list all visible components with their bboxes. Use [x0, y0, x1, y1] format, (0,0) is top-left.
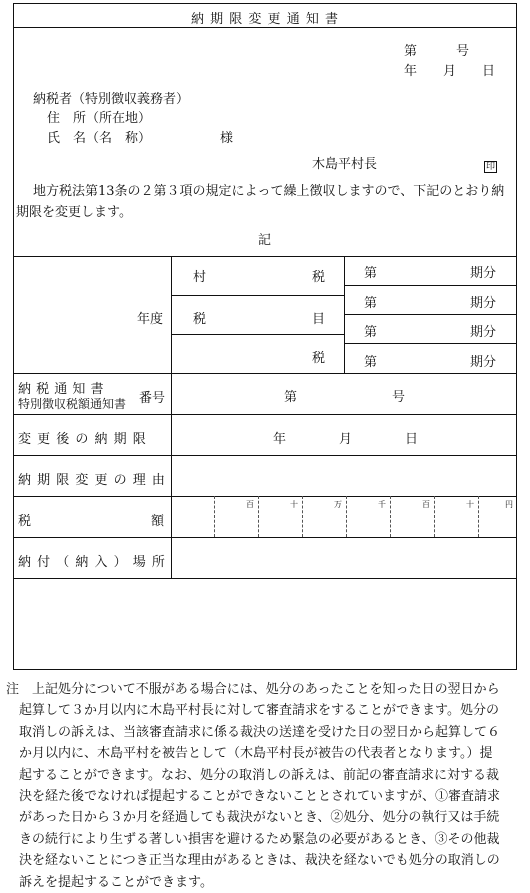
year-label: 年度: [137, 312, 164, 327]
amount-label-1: 税: [18, 514, 32, 529]
period-suffix-1: 期分: [470, 266, 497, 281]
body-text-line-1: 地方税法第13条の２第３項の規定によって繰上徴収しますので、下記のとおり納: [33, 184, 505, 199]
amount-dash-6: [434, 496, 435, 537]
period-prefix-1: 第: [364, 266, 378, 281]
address-label: 住 所（所在地）: [47, 111, 152, 126]
row-divider-notice: [13, 373, 517, 374]
year-col-divider: [171, 256, 172, 373]
footnote-line: があった日から３か月を経過しても裁決がないとき、②処分、処分の執行又は手続: [19, 810, 500, 826]
notice-number-suffix: 番号: [139, 391, 166, 406]
amount-unit-yen: 円: [505, 500, 513, 509]
table-top-border: [13, 256, 517, 257]
amount-unit-ten-thousand: 万: [334, 500, 342, 509]
tax-item-divider-1: [171, 295, 344, 296]
amount-dash-3: [302, 496, 303, 537]
document-number: 第 号: [404, 44, 470, 59]
amount-unit-hundred: 百: [422, 500, 430, 509]
ki-label: 記: [258, 233, 272, 248]
new-due-year: 年: [273, 432, 287, 447]
period-prefix-2: 第: [364, 296, 378, 311]
notice-value-suffix: 号: [392, 390, 406, 405]
item-label-item: 目: [312, 312, 326, 327]
body-text-line-2: 期限を変更します。: [16, 205, 132, 220]
item-label-tax: 税: [193, 312, 207, 327]
tax-label-tax: 税: [312, 270, 326, 285]
notice-value-prefix: 第: [284, 390, 298, 405]
row-divider-place: [13, 537, 517, 538]
row-divider-due: [13, 414, 517, 415]
new-due-day: 日: [405, 432, 419, 447]
amount-unit-hundred-million: 百: [246, 500, 254, 509]
item-label-tax-2: 税: [312, 351, 326, 366]
footnote-line: 起算して３か月以内に木島平村長に対して審査請求をすることができます。処分の: [19, 703, 499, 719]
amount-dash-1: [214, 496, 215, 537]
row-divider-amount: [13, 496, 517, 497]
notice-label-2: 特別徴収税額通知書: [18, 397, 127, 411]
payment-place-label: 納 付 （ 納 入 ） 場 所: [18, 555, 166, 570]
seal-mark: 印: [486, 162, 496, 172]
footnote-line: 起することができます。なお、処分の取消しの訴えは、前記の審査請求に対する裁: [19, 767, 499, 783]
notice-label-1: 納 税 通 知 書: [18, 382, 105, 397]
period-divider-1: [344, 285, 517, 286]
period-suffix-2: 期分: [470, 296, 497, 311]
tax-label-village: 村: [193, 270, 207, 285]
reason-label: 納 期 限 変 更 の 理 由: [18, 473, 166, 488]
period-suffix-3: 期分: [470, 325, 497, 340]
amount-label-2: 額: [151, 514, 165, 529]
footnote-line: 決を経ないことにつき正当な理由があるときは、裁決を経ないでも処分の取消しの: [19, 853, 500, 869]
amount-dash-4: [346, 496, 347, 537]
label-col-divider: [171, 373, 172, 578]
row-divider-bottom: [13, 578, 517, 579]
tax-item-divider-2: [171, 334, 344, 335]
footnote-line: 決を経た後でなければ提起することができないこととされていますが、①審査請求: [19, 789, 501, 805]
amount-unit-thousand: 千: [378, 500, 386, 509]
footnote-head: 注 上記処分について不服がある場合には、処分のあったことを知った日の翌日から: [6, 682, 500, 697]
taxpayer-label: 納税者（特別徴収義務者）: [33, 92, 190, 107]
footnote: [6, 679, 526, 893]
period-divider-2: [344, 314, 517, 315]
amount-dash-7: [478, 496, 479, 537]
title-divider: [13, 27, 517, 28]
amount-dash-2: [258, 496, 259, 537]
footnote-line: 取消しの訴えは、当該審査請求に係る裁決の送達を受けた日の翌日から起算して６: [19, 724, 501, 740]
footnote-line: きの続行により生ずる著しい損害を避けるため緊急の必要があるとき、③その他裁: [19, 831, 500, 847]
period-prefix-4: 第: [364, 355, 378, 370]
row-divider-reason: [13, 455, 517, 456]
amount-unit-ten-million: 十: [290, 500, 298, 509]
footnote-line: か月以内に、木島平村を被告として（木島平村長が被告の代表者となります。）提: [19, 746, 493, 762]
document-title: 納 期 限 変 更 通 知 書: [191, 12, 339, 27]
footnote-line: 訴えを提起することができます。: [19, 874, 213, 890]
honorific: 様: [220, 131, 234, 146]
issuer-name: 木島平村長: [312, 157, 378, 172]
period-suffix-4: 期分: [470, 355, 497, 370]
amount-unit-ten: 十: [466, 500, 474, 509]
amount-dash-5: [390, 496, 391, 537]
new-due-label: 変 更 後 の 納 期 限: [18, 432, 147, 447]
new-due-month: 月: [339, 432, 353, 447]
name-label: 氏 名（名 称）: [47, 131, 152, 146]
period-prefix-3: 第: [364, 325, 378, 340]
document-date: 年 月 日: [404, 64, 496, 79]
period-divider-3: [344, 343, 517, 344]
